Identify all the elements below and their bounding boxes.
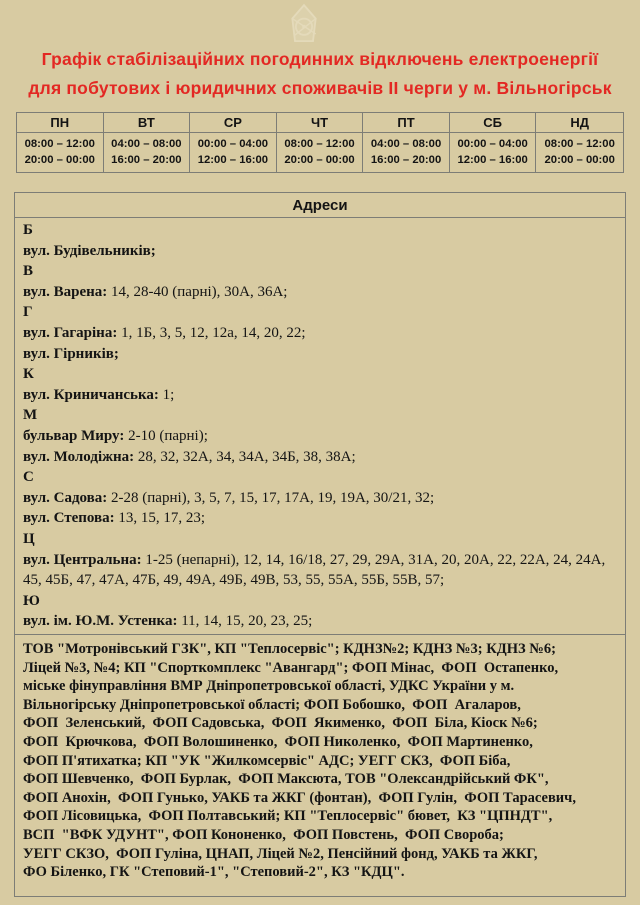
- day-name: СБ: [450, 113, 536, 133]
- address-street-label: вул. Криничанська:: [23, 386, 159, 403]
- address-line: [23, 385, 617, 406]
- address-house-numbers: 13, 15, 17, 23;: [114, 510, 206, 527]
- outage-slot-1: 08:00 – 12:00: [544, 138, 615, 150]
- address-line: [23, 364, 617, 385]
- organization-line: ФОП Анохін, ФОП Гунько, УАКБ та ЖКГ (фонтан), ФОП Гулін, ФОП Тарасевич,: [23, 789, 576, 806]
- outage-slot-2: 16:00 – 20:00: [370, 154, 442, 166]
- organization-line: ФО Біленко, ГК "Степовий-1", "Степовий-2", КЗ "КДЦ".: [23, 864, 405, 881]
- day-name: ВТ: [104, 113, 190, 133]
- schedule-day-column: [190, 113, 277, 172]
- schedule-day-column: [104, 113, 191, 172]
- address-street-label: Г: [23, 304, 33, 321]
- day-name: ПТ: [363, 113, 449, 133]
- organizations-list: [15, 635, 625, 896]
- address-line: [23, 591, 617, 612]
- address-line: [23, 467, 617, 488]
- address-street-label: Б: [23, 222, 33, 238]
- address-line: [23, 488, 617, 509]
- address-street-label: С: [23, 469, 34, 486]
- address-street-label: В: [23, 263, 34, 280]
- outage-slot-1: 08:00 – 12:00: [24, 138, 95, 150]
- address-line: [23, 323, 617, 344]
- address-line: [23, 302, 617, 323]
- addresses-list: [15, 218, 625, 635]
- day-name: СР: [190, 113, 276, 133]
- schedule-day-column: [536, 113, 623, 172]
- organization-line: Вільногірську Дніпропетровської області; ФОП Бобошко, ФОП Агаларов,: [23, 696, 521, 713]
- outage-slot-1: 00:00 – 04:00: [457, 138, 528, 150]
- day-outage-times: [536, 133, 623, 172]
- address-street-label: вул. Будівельників;: [23, 242, 156, 259]
- address-street-label: вул. Степова:: [23, 510, 115, 527]
- outage-schedule-table: [16, 112, 624, 173]
- schedule-day-column: [277, 113, 364, 172]
- outage-slot-2: 12:00 – 16:00: [197, 154, 269, 166]
- outage-slot-1: 04:00 – 08:00: [370, 138, 442, 150]
- schedule-day-column: [17, 113, 104, 172]
- address-house-numbers: 2-28 (парні), 3, 5, 7, 15, 17, 17А, 19, 19А, 30/21, 32;: [107, 489, 435, 506]
- address-street-label: вул. Гагаріна:: [23, 324, 118, 341]
- day-outage-times: [277, 133, 363, 172]
- organization-line: ФОП П'ятихатка; КП "УК "Жилкомсервіс" АДС; УЕГГ СКЗ, ФОП Біба,: [23, 752, 511, 769]
- schedule-day-column: [363, 113, 450, 172]
- organization-line: ФОП Лісовицька, ФОП Полтавський; КП "Теплосервіс" бювет, КЗ "ЦПНДТ",: [23, 808, 553, 825]
- outage-slot-2: 12:00 – 16:00: [457, 154, 528, 166]
- emblem-watermark-icon: [286, 3, 322, 45]
- organization-line: ФОП Крючкова, ФОП Волошиненко, ФОП Николенко, ФОП Мартиненко,: [23, 733, 533, 750]
- organization-line: ФОП Шевченко, ФОП Бурлак, ФОП Максюта, ТОВ "Олександрійський ФК",: [23, 771, 549, 788]
- address-street-label: вул. Молодіжна:: [23, 448, 135, 465]
- address-line: [23, 241, 617, 262]
- address-house-numbers: 1, 1Б, 3, 5, 12, 12а, 14, 20, 22;: [117, 324, 306, 341]
- organization-line: УЕГГ СКЗО, ФОП Гуліна, ЦНАП, Ліцей №2, Пенсійний фонд, УАКБ та ЖКГ,: [23, 845, 538, 862]
- day-outage-times: [17, 133, 103, 172]
- day-name: НД: [536, 113, 623, 133]
- address-street-label: Ц: [23, 530, 35, 547]
- day-outage-times: [363, 133, 449, 172]
- outage-slot-2: 20:00 – 00:00: [544, 154, 615, 166]
- address-line: [23, 261, 617, 282]
- day-outage-times: [450, 133, 536, 172]
- outage-slot-2: 20:00 – 00:00: [24, 154, 95, 166]
- address-house-numbers: 11, 14, 15, 20, 23, 25;: [177, 613, 313, 630]
- address-line: [23, 447, 617, 468]
- address-house-numbers: 14, 28-40 (парні), 30А, 36А;: [107, 283, 288, 300]
- day-name: ПН: [17, 113, 103, 133]
- address-street-label: бульвар Миру:: [23, 427, 125, 444]
- organization-line: ТОВ "Мотронівський ГЗК", КП "Теплосервіс"; КДНЗ№2; КДНЗ №3; КДНЗ №6;: [23, 641, 556, 657]
- outage-slot-1: 08:00 – 12:00: [284, 138, 355, 150]
- address-street-label: вул. Гірників;: [23, 345, 119, 362]
- title-line-2: для побутових і юридичних споживачів II черги у м. Вільногірськ: [28, 78, 612, 98]
- address-line: [23, 282, 617, 303]
- day-outage-times: [104, 133, 190, 172]
- outage-slot-1: 00:00 – 04:00: [197, 138, 269, 150]
- outage-slot-1: 04:00 – 08:00: [111, 138, 182, 150]
- address-house-numbers: 2-10 (парні);: [124, 427, 208, 444]
- address-line: [23, 344, 617, 365]
- address-line: [23, 426, 617, 447]
- organization-line: міське фінуправління ВМР Дніпропетровської області, УДКС України у м.: [23, 678, 515, 695]
- organization-line: ФОП Зеленський, ФОП Садовська, ФОП Якименко, ФОП Біла, Кіоск №6;: [23, 715, 538, 732]
- address-line: [23, 405, 617, 426]
- address-street-label: К: [23, 366, 34, 383]
- title-line-1: Графік стабілізаційних погодинних відключень електроенергії: [41, 49, 599, 69]
- address-street-label: вул. ім. Ю.М. Устенка:: [23, 613, 178, 630]
- address-house-numbers: 28, 32, 32А, 34, 34А, 34Б, 38, 38А;: [134, 448, 356, 465]
- organization-line: Ліцей №3, №4; КП "Спорткомплекс "Авангард"; ФОП Мінас, ФОП Остапенко,: [23, 659, 559, 676]
- day-outage-times: [190, 133, 276, 172]
- schedule-day-column: [450, 113, 537, 172]
- addresses-section: [14, 192, 626, 897]
- address-line: [23, 611, 617, 632]
- address-street-label: М: [23, 407, 38, 424]
- address-house-numbers: 1-25 (непарні), 12, 14, 16/18, 27, 29, 29А, 31А, 20, 20А, 22, 22А, 24, 24А, 45, 45Б, 47, 47А, 47Б, 49, 49А, 49Б, 49В, 53, 55, 55А, 55Б, 55В, 57;: [23, 551, 606, 589]
- address-street-label: Ю: [23, 592, 40, 609]
- organization-line: ВСП "ВФК УДУНТ", ФОП Кононенко, ФОП Повстень, ФОП Свороба;: [23, 826, 504, 843]
- outage-slot-2: 16:00 – 20:00: [111, 154, 182, 166]
- day-name: ЧТ: [277, 113, 363, 133]
- address-line: [23, 508, 617, 529]
- address-house-numbers: 1;: [158, 386, 175, 403]
- outage-slot-2: 20:00 – 00:00: [284, 154, 355, 166]
- address-street-label: вул. Варена:: [23, 283, 108, 300]
- addresses-header: Адреси: [15, 193, 625, 218]
- address-line: [23, 529, 617, 550]
- address-line: [23, 550, 617, 591]
- address-street-label: вул. Садова:: [23, 489, 108, 506]
- address-line: [23, 220, 617, 241]
- address-street-label: вул. Центральна:: [23, 551, 142, 568]
